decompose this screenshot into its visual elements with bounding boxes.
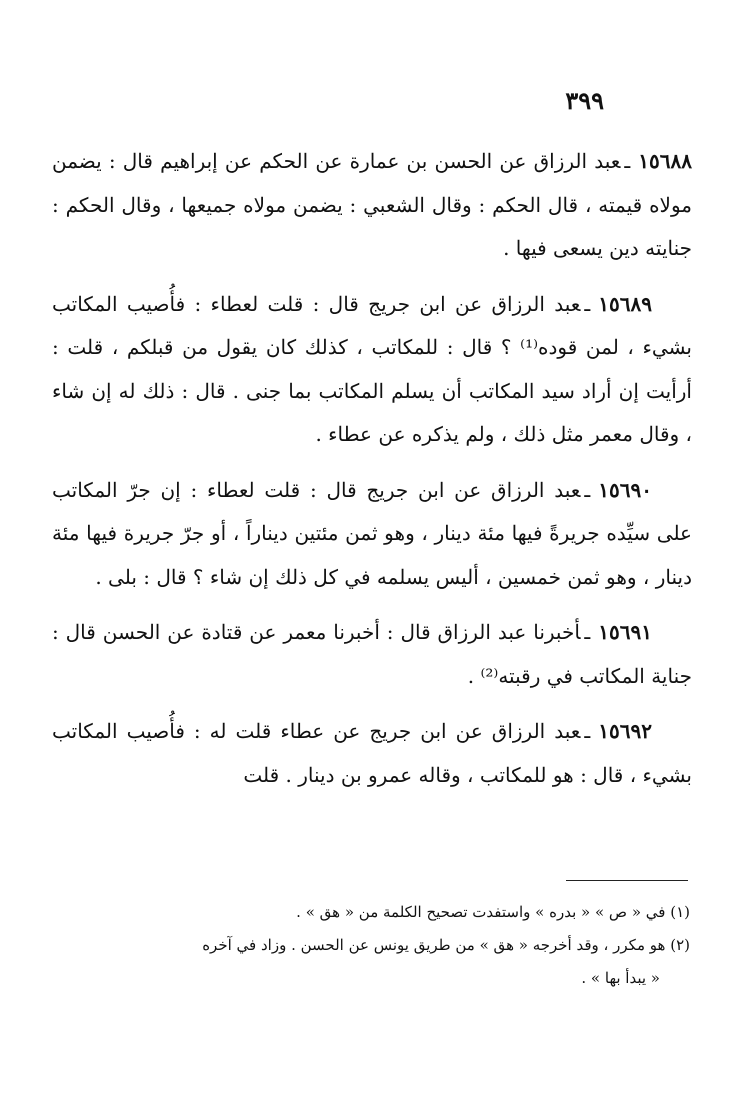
hadith-paragraph bbox=[52, 140, 692, 271]
hadith-number: ١٥٦٨٨ bbox=[638, 149, 692, 173]
hadith-text: عبد الرزاق عن ابن جريج قال : قلت لعطاء : فأُصيب المكاتب بشيء ، لمن قوده⁽¹⁾ ؟ قال : للمكاتب ، كذلك كان يقول من قبلكم ، قلت : أرأيت إن أراد سيد المكاتب أن يسلم المكاتب بما جنى . قال : ذلك له إن شاء ، وقال معمر مثل ذلك ، ولم يذكره عن عطاء . bbox=[52, 291, 692, 446]
dash: ـ bbox=[584, 291, 591, 316]
hadith-paragraph bbox=[52, 469, 692, 600]
footnote-2 bbox=[50, 929, 690, 962]
hadith-paragraph bbox=[52, 611, 692, 698]
footnote-text: في « ص » « بدره » واستفدت تصحيح الكلمة من « هق » . bbox=[296, 903, 666, 921]
page-number: ٣٩٩ bbox=[565, 86, 604, 115]
hadith-text: عبد الرزاق عن ابن جريج عن عطاء قلت له : فأُصيب المكاتب بشيء ، قال : هو للمكاتب ، وقاله عمرو بن دينار . قلت bbox=[52, 719, 692, 787]
dash: ـ bbox=[584, 620, 591, 644]
hadith-number: ١٥٦٨٩ bbox=[598, 291, 652, 316]
hadith-text: عبد الرزاق عن الحسن بن عمارة عن الحكم عن إبراهيم قال : يضمن مولاه قيمته ، قال الحكم : وقال الشعبي : يضمن مولاه جميعها ، وقال الحكم : جنايته دين يسعى فيها . bbox=[52, 149, 692, 260]
footnote-1 bbox=[50, 896, 690, 929]
hadith-paragraph bbox=[52, 283, 692, 457]
main-text bbox=[52, 140, 692, 809]
footnote-2-continuation: « يبدأ بها » . bbox=[581, 969, 660, 987]
hadith-text: عبد الرزاق عن ابن جريج قال : قلت لعطاء : إن جرّ المكاتب على سيِّده جريرةً فيها مئة دينار ، وهو ثمن مئتين ديناراً ، أو جرّ جريرة فيها مئة دينار ، وهو ثمن خمسين ، أليس يسلمه في كل ذلك إن شاء ؟ قال : بلى . bbox=[52, 477, 692, 589]
footnote-marker: (٢) bbox=[670, 936, 690, 954]
dash: ـ bbox=[584, 477, 591, 502]
footnote-divider bbox=[566, 880, 688, 881]
footnotes bbox=[50, 896, 690, 995]
hadith-text: أخبرنا عبد الرزاق قال : أخبرنا معمر عن قتادة عن الحسن قال : جناية المكاتب في رقبته⁽²⁾ . bbox=[52, 620, 692, 688]
dash: ـ bbox=[584, 719, 591, 743]
hadith-number: ١٥٦٩٠ bbox=[598, 477, 652, 502]
footnote-text: هو مكرر ، وقد أخرجه « هق » من طريق يونس عن الحسن . وزاد في آخره bbox=[202, 936, 666, 954]
hadith-number: ١٥٦٩١ bbox=[598, 620, 652, 644]
hadith-number: ١٥٦٩٢ bbox=[598, 719, 652, 743]
hadith-paragraph bbox=[52, 710, 692, 797]
footnote-marker: (١) bbox=[670, 903, 690, 921]
dash: ـ bbox=[624, 149, 631, 173]
